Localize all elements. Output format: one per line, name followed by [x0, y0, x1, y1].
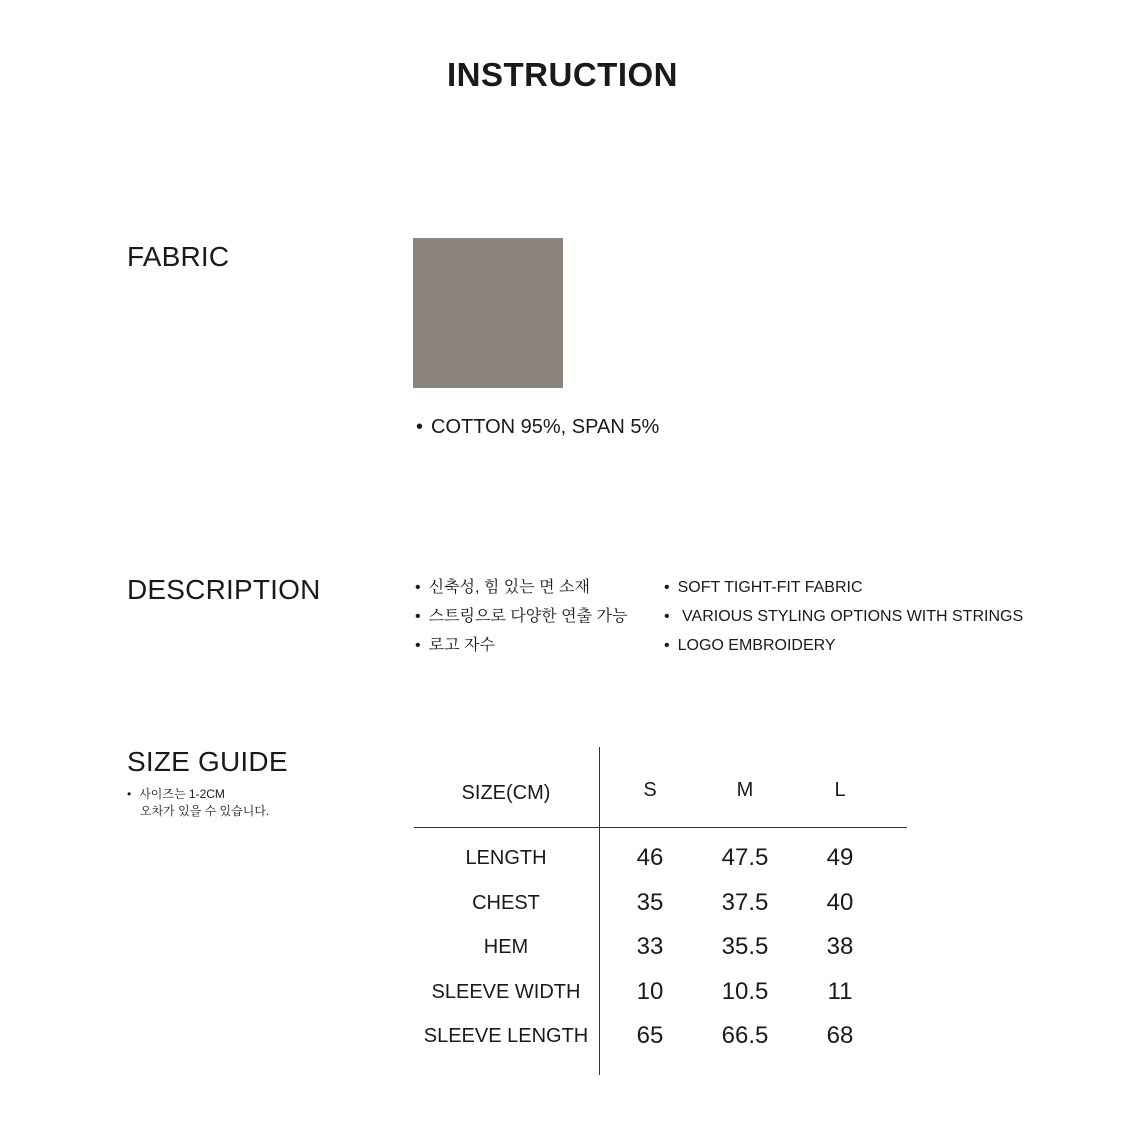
- table-row-label: HEM: [483, 936, 529, 958]
- size-header-m: M: [736, 779, 754, 801]
- bullet-icon: •: [415, 637, 421, 654]
- list-item: • SOFT TIGHT-FIT FABRIC: [664, 579, 863, 596]
- size-note-line2: 오차가 있을 수 있습니다.: [140, 804, 270, 818]
- size-header-s: S: [643, 779, 657, 801]
- table-cell: 47.5: [721, 844, 769, 871]
- bullet-icon: •: [415, 579, 421, 596]
- table-cell: 35: [636, 889, 664, 916]
- page-title: INSTRUCTION: [447, 56, 678, 93]
- fabric-heading: FABRIC: [127, 241, 230, 272]
- table-cell: 66.5: [721, 1022, 769, 1049]
- table-row-label: SLEEVE WIDTH: [431, 981, 581, 1003]
- table-cell: 37.5: [721, 889, 769, 916]
- bullet-icon: •: [415, 608, 421, 625]
- description-korean-list: [415, 578, 627, 665]
- table-cell: 49: [826, 844, 854, 871]
- fabric-swatch: [413, 238, 563, 388]
- bullet-icon: •: [664, 637, 670, 654]
- table-cell: 10: [636, 978, 664, 1005]
- description-heading: DESCRIPTION: [127, 574, 321, 605]
- fabric-composition: [416, 416, 659, 439]
- table-row-label: CHEST: [472, 892, 540, 914]
- bullet-icon: •: [664, 608, 670, 625]
- table-cell: 38: [826, 933, 854, 960]
- bullet-icon: •: [664, 579, 670, 596]
- table-cell: 68: [826, 1022, 854, 1049]
- size-header-l: L: [834, 779, 846, 801]
- bullet-icon: •: [127, 787, 132, 801]
- table-cell: 46: [636, 844, 664, 871]
- fabric-composition-text: COTTON 95%, SPAN 5%: [431, 416, 660, 438]
- table-cell: 11: [827, 978, 853, 1005]
- table-cell: 10.5: [721, 978, 769, 1005]
- table-cell: 33: [636, 933, 664, 960]
- size-note-line1: 사이즈는 1-2CM: [139, 787, 225, 801]
- list-item: • VARIOUS STYLING OPTIONS WITH STRINGS: [664, 608, 1024, 625]
- table-row-label: SLEEVE LENGTH: [423, 1025, 589, 1047]
- size-note: [127, 786, 269, 820]
- description-english-list: [664, 578, 1023, 665]
- table-cell: 35.5: [721, 933, 769, 960]
- list-item: • 스트링으로 다양한 연출 가능: [415, 608, 628, 625]
- bullet-icon: •: [416, 416, 424, 438]
- table-horizontal-divider: [414, 827, 907, 828]
- table-cell: 40: [826, 889, 854, 916]
- list-item: • 로고 자수: [415, 637, 495, 654]
- table-row-label: LENGTH: [465, 847, 547, 869]
- list-item: • LOGO EMBROIDERY: [664, 637, 836, 654]
- size-header-label: SIZE(CM): [461, 782, 551, 804]
- list-item: • 신축성, 힘 있는 면 소재: [415, 579, 590, 596]
- size-guide-heading: SIZE GUIDE: [127, 746, 288, 777]
- table-cell: 65: [636, 1022, 664, 1049]
